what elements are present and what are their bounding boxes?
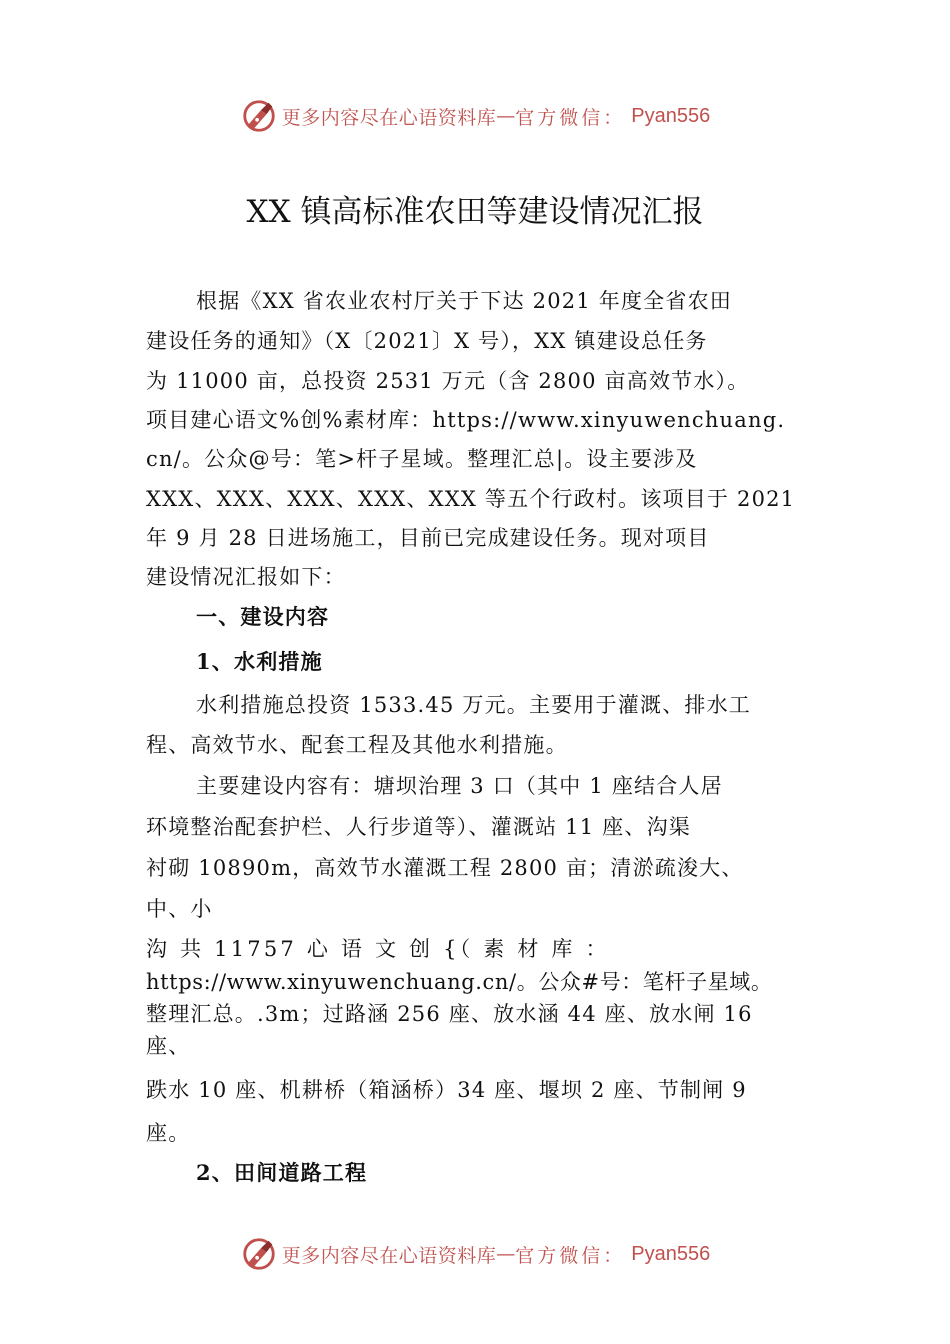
body-line: 整理汇总。.3m；过路涵 256 座、放水涵 44 座、放水闸 16 bbox=[146, 1002, 753, 1026]
body-line: 座、 bbox=[146, 1034, 191, 1058]
subsection-heading: 1、水利措施 bbox=[196, 649, 323, 674]
banner-separator: — bbox=[496, 105, 516, 127]
subsection-heading: 2、田间道路工程 bbox=[196, 1160, 368, 1185]
pen-nib-icon bbox=[240, 97, 278, 135]
body-line: 年 9 月 28 日进场施工，目前已完成建设任务。现对项目 bbox=[146, 526, 710, 550]
body-line: cn/。公众@号：笔>杆子星域。整理汇总|。设主要涉及 bbox=[146, 447, 698, 471]
body-line: https://www.xinyuwenchuang.cn/。公众#号：笔杆子星域。 bbox=[146, 970, 773, 994]
banner-separator: — bbox=[496, 1243, 516, 1265]
section-heading: 一、建设内容 bbox=[196, 604, 330, 629]
body-line: 中、小 bbox=[146, 897, 213, 921]
body-line: 座。 bbox=[146, 1121, 191, 1145]
body-line: 跌水 10 座、机耕桥（箱涵桥）34 座、堰坝 2 座、节制闸 9 bbox=[146, 1078, 747, 1102]
body-line: 环境整治配套护栏、人行步道等）、灌溉站 11 座、沟渠 bbox=[146, 815, 691, 839]
body-line: 水利措施总投资 1533.45 万元。主要用于灌溉、排水工 bbox=[196, 693, 751, 717]
pen-nib-icon bbox=[240, 1235, 278, 1273]
footer-banner bbox=[0, 1234, 950, 1274]
body-line: 沟 共 11757 心 语 文 创 {（ 素 材 库 ： bbox=[146, 937, 610, 961]
body-line: 程、高效节水、配套工程及其他水利措施。 bbox=[146, 733, 568, 757]
body-line: 建设任务的通知》（X〔2021〕X 号），XX 镇建设总任务 bbox=[146, 329, 708, 353]
banner-wechat-id: Pyan556 bbox=[631, 104, 711, 127]
body-line: 主要建设内容有：塘坝治理 3 口（其中 1 座结合人居 bbox=[196, 774, 723, 798]
document-title: XX 镇高标准农田等建设情况汇报 bbox=[246, 194, 704, 230]
banner-wechat-id: Pyan556 bbox=[631, 1242, 711, 1265]
body-line: 根据《XX 省农业农村厅关于下达 2021 年度全省农田 bbox=[196, 289, 732, 313]
body-line: 衬砌 10890m，高效节水灌溉工程 2800 亩；清淤疏浚大、 bbox=[146, 856, 744, 880]
header-banner bbox=[0, 96, 950, 136]
banner-text: 更多内容尽在心语资料库 bbox=[281, 106, 497, 129]
body-line: 项目建心语文%创%素材库：https://www.xinyuwenchuang. bbox=[146, 408, 786, 432]
body-line: 为 11000 亩，总投资 2531 万元（含 2800 亩高效节水）。 bbox=[146, 369, 750, 393]
banner-wechat-label: 官方微信： bbox=[515, 1244, 626, 1267]
body-line: 建设情况汇报如下： bbox=[146, 565, 346, 589]
body-line: XXX、XXX、XXX、XXX、XXX 等五个行政村。该项目于 2021 bbox=[146, 487, 796, 511]
banner-text: 更多内容尽在心语资料库 bbox=[281, 1244, 497, 1267]
banner-wechat-label: 官方微信： bbox=[515, 106, 626, 129]
